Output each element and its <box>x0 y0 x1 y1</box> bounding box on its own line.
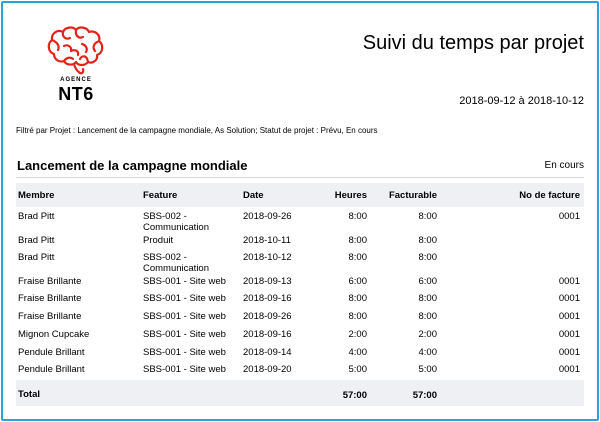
table-row <box>0 252 600 274</box>
cell-member: Mignon Cupcake <box>18 329 90 340</box>
cell-date: 2018-09-26 <box>243 311 292 322</box>
col-facturable: Facturable <box>388 190 437 201</box>
table-row <box>0 276 600 294</box>
cell-invoice: 0001 <box>558 364 580 375</box>
cell-invoice: 0001 <box>558 347 580 358</box>
total-hours: 57:00 <box>342 390 367 401</box>
cell-hours: 2:00 <box>348 329 367 340</box>
cell-member: Pendule Brillant <box>18 364 85 375</box>
cell-hours: 8:00 <box>348 211 367 222</box>
cell-billable: 2:00 <box>418 329 437 340</box>
cell-billable: 8:00 <box>418 235 437 246</box>
cell-date: 2018-09-14 <box>243 347 292 358</box>
report-title: Suivi du temps par projet <box>362 32 584 54</box>
cell-billable: 5:00 <box>418 364 437 375</box>
agency-logo <box>40 24 112 108</box>
cell-feature: SBS-001 - Site web <box>143 347 226 358</box>
cell-billable: 8:00 <box>418 252 437 263</box>
table-header <box>16 183 584 207</box>
col-feature: Feature <box>143 190 178 201</box>
cell-invoice: 0001 <box>558 211 580 222</box>
cell-hours: 8:00 <box>348 293 367 304</box>
cell-member: Brad Pitt <box>18 235 55 246</box>
cell-feature: SBS-001 - Site web <box>143 364 226 375</box>
cell-date: 2018-09-26 <box>243 211 292 222</box>
cell-hours: 6:00 <box>348 276 367 287</box>
cell-hours: 5:00 <box>348 364 367 375</box>
col-heures: Heures <box>334 190 367 201</box>
logo-name-text: NT6 <box>58 84 94 104</box>
cell-date: 2018-09-13 <box>243 276 292 287</box>
cell-hours: 8:00 <box>348 252 367 263</box>
cell-member: Brad Pitt <box>18 252 55 263</box>
project-name: Lancement de la campagne mondiale <box>17 158 248 173</box>
cell-date: 2018-10-11 <box>243 235 291 246</box>
col-membre: Membre <box>18 190 55 201</box>
cell-hours: 8:00 <box>348 235 367 246</box>
cell-member: Brad Pitt <box>18 211 55 222</box>
cell-hours: 4:00 <box>348 347 367 358</box>
table-row <box>0 311 600 329</box>
cell-date: 2018-09-16 <box>243 329 292 340</box>
table-row <box>0 347 600 365</box>
date-range: 2018-09-12 à 2018-10-12 <box>459 95 584 107</box>
table-row <box>0 235 600 253</box>
cell-billable: 8:00 <box>418 211 437 222</box>
cell-date: 2018-10-12 <box>243 252 292 263</box>
cell-invoice: 0001 <box>558 293 580 304</box>
cell-invoice: 0001 <box>558 311 580 322</box>
table-total-row <box>16 380 584 406</box>
logo-agence-text: AGENCE <box>60 77 92 83</box>
table-row <box>0 211 600 233</box>
project-divider <box>16 177 584 178</box>
cell-member: Fraise Brillante <box>18 293 82 304</box>
cell-member: Fraise Brillante <box>18 276 82 287</box>
col-no-facture: No de facture <box>519 190 580 201</box>
cell-feature: SBS-001 - Site web <box>143 276 226 287</box>
filter-summary: Filtré par Projet : Lancement de la campagne mondiale, As Solution; Statut de projet : Prévu, En cours <box>16 126 378 135</box>
cell-invoice: 0001 <box>558 329 580 340</box>
cell-billable: 8:00 <box>418 311 437 322</box>
cell-feature: SBS-002 - Communication <box>143 211 209 233</box>
table-row <box>0 293 600 311</box>
cell-feature: Produit <box>143 235 174 246</box>
total-billable: 57:00 <box>412 390 437 401</box>
cell-date: 2018-09-16 <box>243 293 292 304</box>
cell-feature: SBS-002 - Communication <box>143 252 209 274</box>
cell-date: 2018-09-20 <box>243 364 292 375</box>
cell-member: Fraise Brillante <box>18 311 82 322</box>
table-row <box>0 329 600 347</box>
cell-billable: 4:00 <box>418 347 437 358</box>
cell-feature: SBS-001 - Site web <box>143 329 226 340</box>
cell-invoice: 0001 <box>558 276 580 287</box>
project-status: En cours <box>544 160 584 171</box>
col-date: Date <box>243 190 264 201</box>
cell-feature: SBS-001 - Site web <box>143 293 226 304</box>
cell-member: Pendule Brillant <box>18 347 85 358</box>
cell-billable: 8:00 <box>418 293 437 304</box>
cell-hours: 8:00 <box>348 311 367 322</box>
cell-billable: 6:00 <box>418 276 437 287</box>
cell-feature: SBS-001 - Site web <box>143 311 226 322</box>
brain-icon <box>44 24 108 76</box>
total-label: Total <box>18 389 40 400</box>
